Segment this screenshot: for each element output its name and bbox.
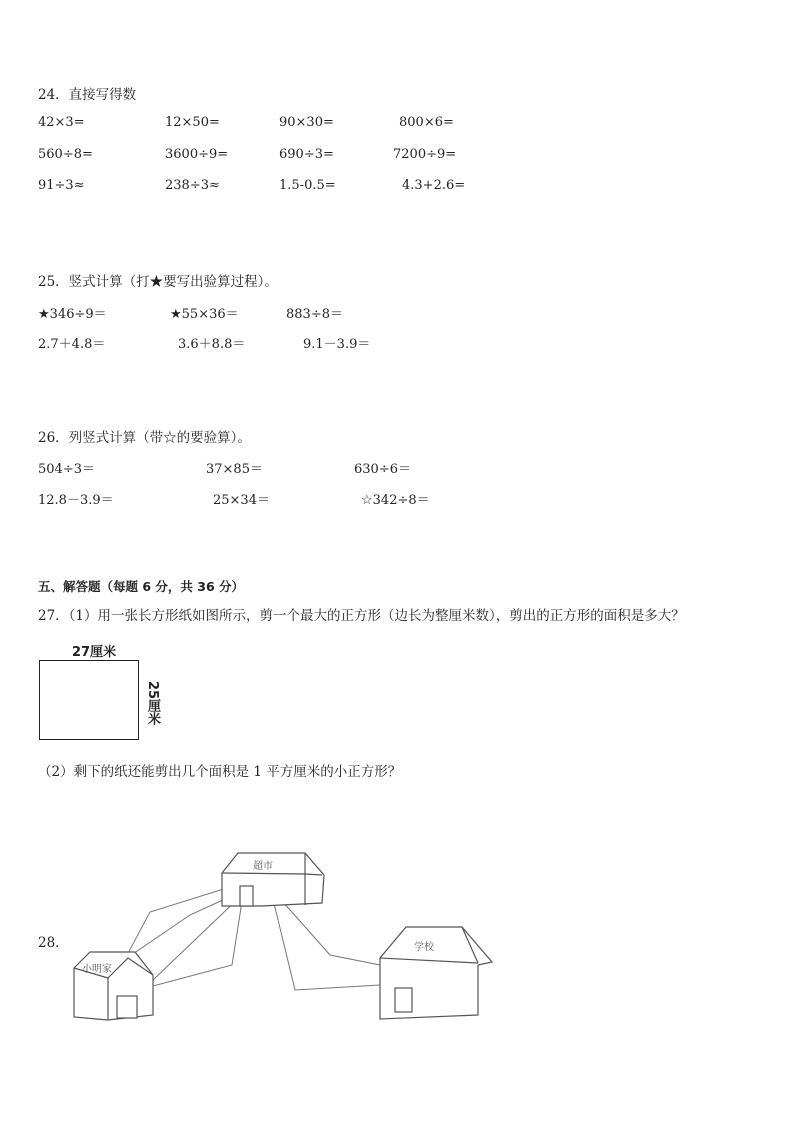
supermarket-label: 超市	[253, 861, 273, 872]
q24-r2-c2: 3600÷9=	[165, 147, 229, 162]
q24-r1-c4: 800×6=	[399, 115, 454, 130]
school-house	[380, 927, 492, 1019]
q26-r1-c1: 504÷3＝	[38, 462, 95, 477]
q24-r2-c1: 560÷8=	[38, 147, 93, 162]
q26-r1-c2: 37×85＝	[206, 462, 263, 477]
q24-title: 24．直接写得数	[38, 87, 137, 103]
q27-part1: 27．（1）用一张长方形纸如图所示，剪一个最大的正方形（边长为整厘米数），剪出的正方形的面积是多大？	[38, 608, 685, 624]
rectangle-paper-figure	[39, 660, 139, 740]
section-5-title: 五、解答题（每题 6 分，共 36 分）	[38, 579, 245, 594]
q25-r1-c1: ★346÷9＝	[38, 307, 107, 322]
school-label: 学校	[414, 942, 434, 953]
q26-r2-c3: ☆342÷8＝	[361, 493, 430, 508]
figure-height-label: 25厘米	[145, 681, 160, 726]
q27-part2: （2）剩下的纸还能剪出几个面积是 1 平方厘米的小正方形？	[38, 764, 402, 780]
q28-number: 28．	[38, 935, 69, 951]
q26-title: 26．列竖式计算（带☆的要验算）。	[38, 430, 251, 446]
supermarket-house	[222, 853, 324, 906]
route-line	[272, 895, 380, 990]
route-map-figure	[60, 840, 500, 1025]
figure-width-label: 27厘米	[72, 645, 117, 660]
q24-r2-c3: 690÷3=	[279, 147, 334, 162]
q24-r3-c2: 238÷3≈	[165, 178, 220, 193]
route-line	[127, 893, 238, 958]
q24-r1-c1: 42×3=	[38, 115, 85, 130]
q26-r2-c2: 25×34＝	[213, 493, 270, 508]
q25-r2-c2: 3.6＋8.8＝	[178, 337, 246, 352]
q24-r3-c1: 91÷3≈	[38, 178, 85, 193]
q25-r1-c3: 883÷8＝	[286, 307, 343, 322]
q24-r1-c3: 90×30=	[279, 115, 334, 130]
q26-r1-c3: 630÷6＝	[354, 462, 411, 477]
q24-r3-c3: 1.5-0.5=	[279, 178, 336, 193]
q24-r2-c4: 7200÷9=	[393, 147, 457, 162]
q24-r3-c4: 4.3+2.6=	[402, 178, 466, 193]
q25-r2-c3: 9.1－3.9＝	[303, 337, 371, 352]
home-house	[74, 952, 153, 1020]
q25-r1-c2: ★55×36＝	[170, 307, 239, 322]
q25-r2-c1: 2.7＋4.8＝	[38, 337, 106, 352]
home-label: 小明家	[82, 964, 112, 975]
q25-title: 25．竖式计算（打★要写出验算过程）。	[38, 274, 278, 290]
route-line	[153, 895, 243, 986]
q26-r2-c1: 12.8－3.9＝	[38, 493, 114, 508]
q24-r1-c2: 12×50=	[165, 115, 220, 130]
